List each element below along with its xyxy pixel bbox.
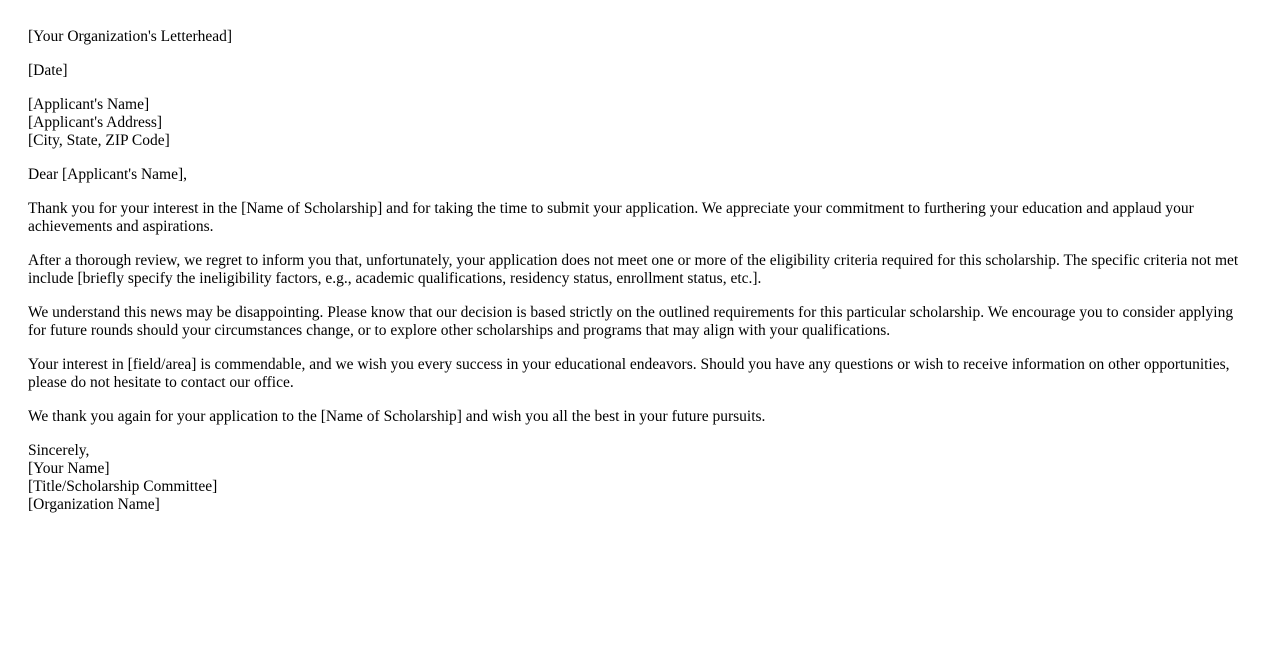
body-paragraph-5: We thank you again for your application to the [Name of Scholarship] and wish you all the best in your future pursuits. — [28, 408, 766, 425]
letter-date: [Date] — [28, 62, 68, 79]
recipient-address: [Applicant's Address] — [28, 114, 163, 131]
recipient-city-state-zip: [City, State, ZIP Code] — [28, 132, 170, 149]
closing-block — [28, 442, 1250, 514]
recipient-block — [28, 96, 1250, 150]
body-paragraph-4: Your interest in [field/area] is commendable, and we wish you every success in your educational endeavors. Should you have any questions or wish to receive information on other opportunities, please do not hesitate to contact our office. — [28, 356, 1230, 391]
body-paragraph-2: After a thorough review, we regret to inform you that, unfortunately, your application does not meet one or more of the eligibility criteria required for this scholarship. The specific criteria not met include [briefly specify the ineligibility factors, e.g., academic qualifications, residency status, enrollment status, etc.]. — [28, 252, 1239, 287]
letterhead: [Your Organization's Letterhead] — [28, 28, 233, 45]
signer-name: [Your Name] — [28, 460, 110, 477]
signer-organization: [Organization Name] — [28, 496, 160, 513]
recipient-name: [Applicant's Name] — [28, 96, 150, 113]
salutation: Dear [Applicant's Name], — [28, 166, 188, 183]
body-paragraph-3: We understand this news may be disappointing. Please know that our decision is based strictly on the outlined requirements for this particular scholarship. We encourage you to consider applying for future rounds should your circumstances change, or to explore other scholarships and programs that may align with your qualifications. — [28, 304, 1234, 339]
valediction: Sincerely, — [28, 442, 90, 459]
signer-title: [Title/Scholarship Committee] — [28, 478, 218, 495]
body-paragraph-1: Thank you for your interest in the [Name of Scholarship] and for taking the time to submit your application. We appreciate your commitment to furthering your education and applaud your achievements and aspirations. — [28, 200, 1194, 235]
